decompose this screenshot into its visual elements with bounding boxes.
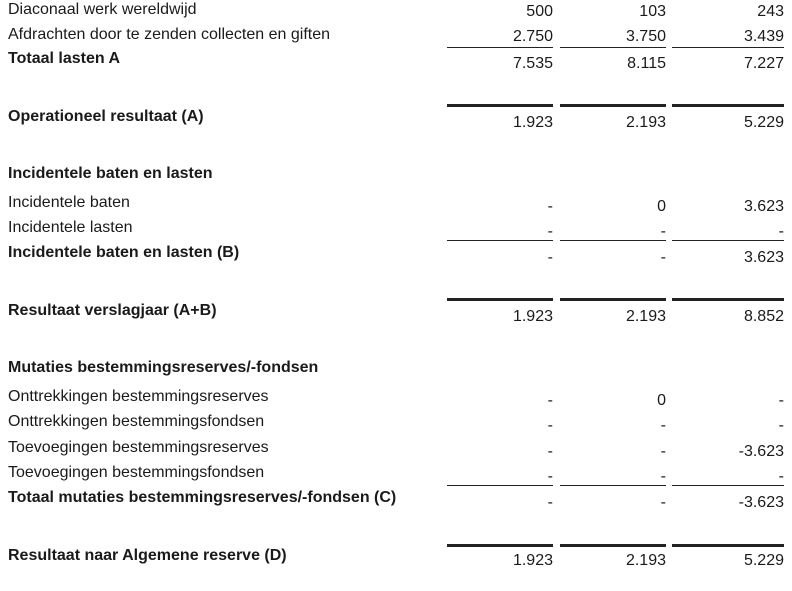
value-col3: 3.439: [743, 28, 784, 45]
row-label: Incidentele baten: [8, 194, 130, 211]
value-col1: -: [547, 494, 553, 511]
value-col1: 1.923: [512, 308, 553, 325]
table-row-total: [0, 49, 792, 71]
section-heading: [0, 358, 792, 380]
subtotal-rule: [560, 485, 666, 486]
subtotal-rule: [447, 47, 553, 48]
table-row: [0, 438, 792, 460]
section-heading: [0, 164, 792, 186]
section-title: Incidentele baten en lasten: [8, 165, 213, 182]
row-label: Toevoegingen bestemmingsfondsen: [8, 464, 265, 481]
value-col3: -3.623: [738, 443, 784, 460]
row-label: Onttrekkingen bestemmingsreserves: [8, 388, 269, 405]
row-label: Toevoegingen bestemmingsreserves: [8, 439, 269, 456]
table-row-total: [0, 243, 792, 265]
value-col1: -: [547, 443, 553, 460]
table-row-total: [0, 546, 792, 568]
value-col3: -: [778, 417, 784, 434]
row-label: Onttrekkingen bestemmingsfondsen: [8, 413, 265, 430]
value-col3: -3.623: [738, 494, 784, 511]
value-col2: 3.750: [625, 28, 666, 45]
row-label: Diaconaal werk wereldwijd: [8, 1, 197, 18]
value-col3: 3.623: [743, 198, 784, 215]
value-col3: 7.227: [743, 55, 784, 72]
value-col1: -: [547, 392, 553, 409]
value-col3: 5.229: [743, 552, 784, 569]
row-label: Afdrachten door te zenden collecten en giften: [8, 26, 330, 43]
row-label: Incidentele baten en lasten (B): [8, 244, 240, 261]
row-label: Operationeel resultaat (A): [8, 108, 204, 125]
value-col1: 1.923: [512, 114, 553, 131]
value-col2: -: [660, 249, 666, 266]
subtotal-rule: [560, 240, 666, 241]
table-row: [0, 0, 792, 22]
value-col3: -: [778, 223, 784, 240]
value-col1: -: [547, 249, 553, 266]
table-row-total: [0, 488, 792, 510]
value-col3: -: [778, 468, 784, 485]
row-label: Totaal mutaties bestemmingsreserves/-fondsen (C): [8, 489, 397, 506]
subtotal-rule: [560, 47, 666, 48]
row-label: Incidentele lasten: [8, 219, 133, 236]
subtotal-rule: [672, 240, 784, 241]
table-row-total: [0, 107, 792, 129]
value-col2: 2.193: [625, 308, 666, 325]
value-col1: 1.923: [512, 552, 553, 569]
table-row: [0, 25, 792, 47]
table-row: [0, 193, 792, 215]
value-col1: 500: [526, 3, 553, 20]
value-col3: 8.852: [743, 308, 784, 325]
value-col1: -: [547, 468, 553, 485]
value-col2: 0: [657, 392, 666, 409]
value-col2: -: [660, 494, 666, 511]
subtotal-rule: [447, 485, 553, 486]
value-col1: -: [547, 417, 553, 434]
table-row: [0, 412, 792, 434]
value-col3: -: [778, 392, 784, 409]
value-col3: 5.229: [743, 114, 784, 131]
value-col1: -: [547, 198, 553, 215]
value-col2: 8.115: [627, 55, 666, 72]
table-row: [0, 387, 792, 409]
value-col2: -: [660, 443, 666, 460]
subtotal-rule: [447, 240, 553, 241]
value-col3: 243: [757, 3, 784, 20]
row-label: Totaal lasten A: [8, 50, 121, 67]
value-col2: 103: [639, 3, 666, 20]
value-col2: 0: [657, 198, 666, 215]
row-label: Resultaat verslagjaar (A+B): [8, 302, 217, 319]
value-col2: 2.193: [625, 552, 666, 569]
value-col2: -: [660, 417, 666, 434]
value-col2: 2.193: [625, 114, 666, 131]
value-col3: 3.623: [743, 249, 784, 266]
table-row: [0, 218, 792, 240]
value-col1: -: [547, 223, 553, 240]
value-col1: 7.535: [512, 55, 553, 72]
section-title: Mutaties bestemmingsreserves/-fondsen: [8, 359, 319, 376]
table-row: [0, 463, 792, 485]
subtotal-rule: [672, 485, 784, 486]
value-col1: 2.750: [512, 28, 553, 45]
table-row-total: [0, 301, 792, 323]
row-label: Resultaat naar Algemene reserve (D): [8, 547, 287, 564]
value-col2: -: [660, 468, 666, 485]
value-col2: -: [660, 223, 666, 240]
subtotal-rule: [672, 47, 784, 48]
